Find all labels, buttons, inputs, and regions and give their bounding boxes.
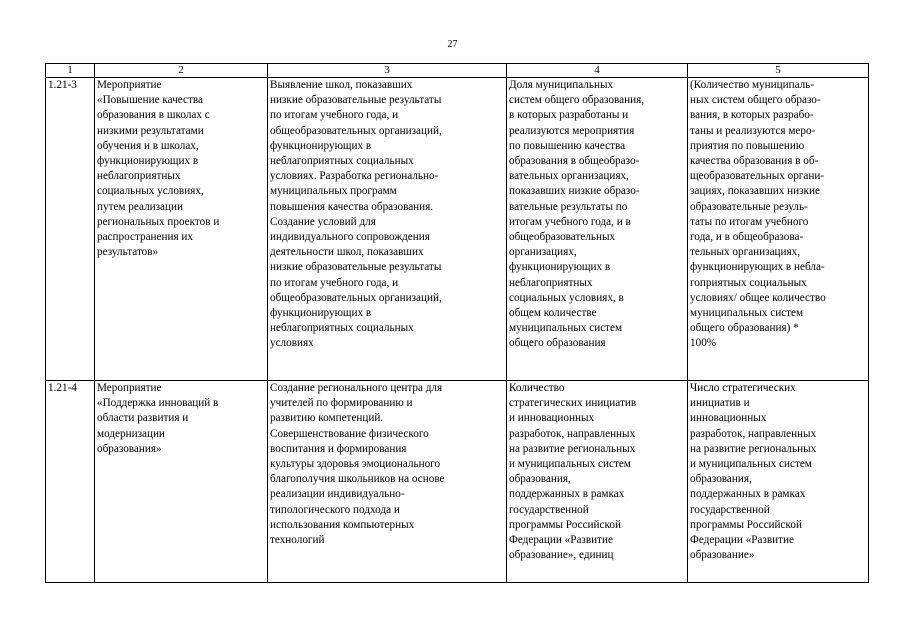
event-name: Мероприятие «Поддержка инноваций в области развития и модернизации образования» <box>97 382 219 455</box>
indicator-formula-cell <box>688 78 869 381</box>
table-row <box>46 78 869 381</box>
event-name-cell <box>95 381 268 583</box>
row-id-cell <box>46 78 95 381</box>
indicator-name: Количество стратегических инициатив и инновационных разработок, направленных на развитие региональных и муниципальных систем образования, поддержанных в рамках государственной программы Российской Федерации «Развитие образование», единиц <box>509 382 637 562</box>
table-row <box>46 381 869 583</box>
row-id: 1.21-3 <box>48 79 77 91</box>
event-description: Выявление школ, показавших низкие образовательные результаты по итогам учебного года, и общеобразовательных организаций, функционирующих в неблагоприятных социальных условиях. Разработка регионально- муниципальных программ повышения качества образования. Создание условий для индивидуального сопровождения деятельности школ, показавших низкие образовательные результаты по итогам учебного года, и общеобразовательных организаций, функционирующих в неблагоприятных социальных условиях <box>270 79 442 350</box>
header-cell-2: 2 <box>95 64 268 78</box>
row-id: 1.21-4 <box>48 382 77 394</box>
header-cell-4: 4 <box>507 64 688 78</box>
table-header-row <box>46 64 869 78</box>
indicator-name: Доля муниципальных систем общего образования, в которых разработаны и реализуются мероприятия по повышению качества образования в общеобразо- вательных организациях, показавших низкие образо- вательные результаты по итогам учебного года, и в общеобразовательных организациях, функционирующих в неблагоприятных социальных условиях, в общем количестве муниципальных систем общего образования <box>509 79 645 350</box>
header-cell-3: 3 <box>268 64 507 78</box>
indicator-formula-cell <box>688 381 869 583</box>
page-number: 27 <box>447 39 458 50</box>
indicator-formula: (Количество муниципаль- ных систем общего образо- вания, в которых разрабо- таны и реализуются меро- приятия по повышению качества образования в об- щеобразовательных органи- зациях, показавших низкие образовательные резуль- таты по итогам учебного года, и в общеобразова- тельных организациях, функционирующих в небла- гоприятных социальных условиях/ общее количество муниципальных систем общего образования) * 100% <box>690 79 826 350</box>
header-cell-5: 5 <box>688 64 869 78</box>
indicator-name-cell <box>507 381 688 583</box>
event-description-cell <box>268 78 507 381</box>
indicator-formula: Число стратегических инициатив и инновационных разработок, направленных на развитие региональных и муниципальных систем образования, поддержанных в рамках государственной программы Российской Федерации «Развитие образование» <box>690 382 817 562</box>
header-cell-1: 1 <box>46 64 95 78</box>
event-name: Мероприятие «Повышение качества образования в школах с низкими результатами обучения и в школах, функционирующих в неблагоприятных социальных условиях, путем реализации региональных проектов и распространения их результатов» <box>97 79 220 259</box>
event-description: Создание регионального центра для учителей по формированию и развитию компетенций. Совершенствование физического воспитания и формирования культуры здоровья эмоционального благополучия школьников на основе реализации индивидуально- типологического подхода и использования компьютерных технологий <box>270 382 445 547</box>
event-name-cell <box>95 78 268 381</box>
row-id-cell <box>46 381 95 583</box>
event-description-cell <box>268 381 507 583</box>
indicator-name-cell <box>507 78 688 381</box>
indicator-table <box>45 63 869 583</box>
